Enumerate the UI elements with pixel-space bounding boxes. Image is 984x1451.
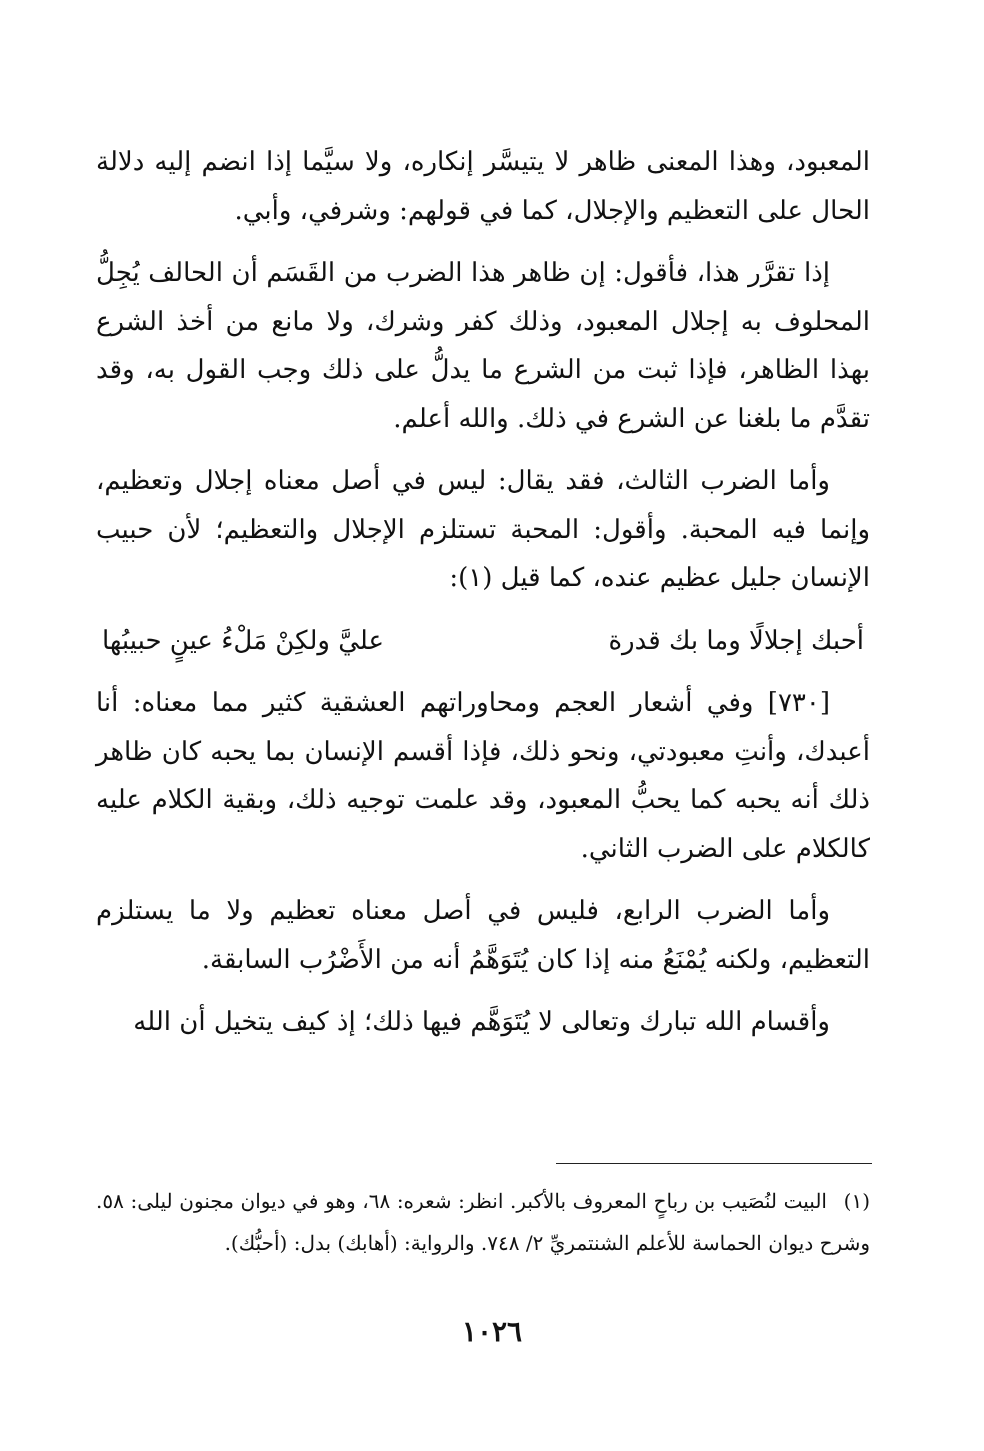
- page-number: ١٠٢٦: [461, 1315, 523, 1348]
- footnote-1: [96, 1180, 870, 1264]
- footnotes: [96, 1180, 870, 1264]
- verse-first-hemistich: أحبك إجلالًا وما بك قدرة: [608, 625, 864, 656]
- footnote-number: (١): [843, 1189, 870, 1213]
- paragraph-5: وأما الضرب الرابع، فليس في أصل معناه تعظيم ولا ما يستلزم التعظيم، ولكنه يُمْنَعُ منه إذا كان يُتَوَهَّمُ أنه من الأَضْرُب السابقة.: [96, 896, 870, 975]
- paragraph-6: وأقسام الله تبارك وتعالى لا يُتَوَهَّم فيها ذلك؛ إذ كيف يتخيل أن الله: [133, 1007, 830, 1037]
- paragraph-1: المعبود، وهذا المعنى ظاهر لا يتيسَّر إنكاره، ولا سيَّما إذا انضم إليه دلالة الحال على التعظيم والإجلال، كما في قولهم: وشرفي، وأبي.: [96, 147, 870, 226]
- verse-second-hemistich: عليَّ ولكِنْ مَلْءُ عينٍ حبيبُها: [102, 625, 384, 656]
- paragraph-2: إذا تقرَّر هذا، فأقول: إن ظاهر هذا الضرب من القَسَم أن الحالف يُجِلُّ المحلوف به إجلال المعبود، وذلك كفر وشرك، ولا مانع من أخذ الشرع بهذا الظاهر، فإذا ثبت من الشرع ما يدلُّ على ذلك وجب القول به، وقد تقدَّم ما بلغنا عن الشرع في ذلك. والله أعلم.: [96, 258, 870, 434]
- main-text: [96, 138, 870, 1061]
- poetry-verse: [96, 617, 870, 666]
- paragraph-3: وأما الضرب الثالث، فقد يقال: ليس في أصل معناه إجلال وتعظيم، وإنما فيه المحبة. وأقول: المحبة تستلزم الإجلال والتعظيم؛ لأن حبيب الإنسان جليل عظيم عنده، كما قيل (١):: [96, 466, 870, 593]
- paragraph-4: [٧٣٠] وفي أشعار العجم ومحاوراتهم العشقية كثير مما معناه: أنا أعبدك، وأنتِ معبودتي، ونحو ذلك، فإذا أقسم الإنسان بما يحبه كان ظاهر ذلك أنه يحبه كما يحبُّ المعبود، وقد علمت توجيه ذلك، وبقية الكلام عليه كالكلام على الضرب الثاني.: [96, 688, 870, 864]
- footnote-divider: [556, 1163, 872, 1164]
- footnote-text: البيت لنُصَيب بن رباحٍ المعروف بالأكبر. انظر: شعره: ٦٨، وهو في ديوان مجنون ليلى: ٥٨. وشرح ديوان الحماسة للأعلم الشنتمريِّ ٢/ ٧٤٨. والرواية: (أهابك) بدل: (أحبُّك).: [96, 1189, 870, 1255]
